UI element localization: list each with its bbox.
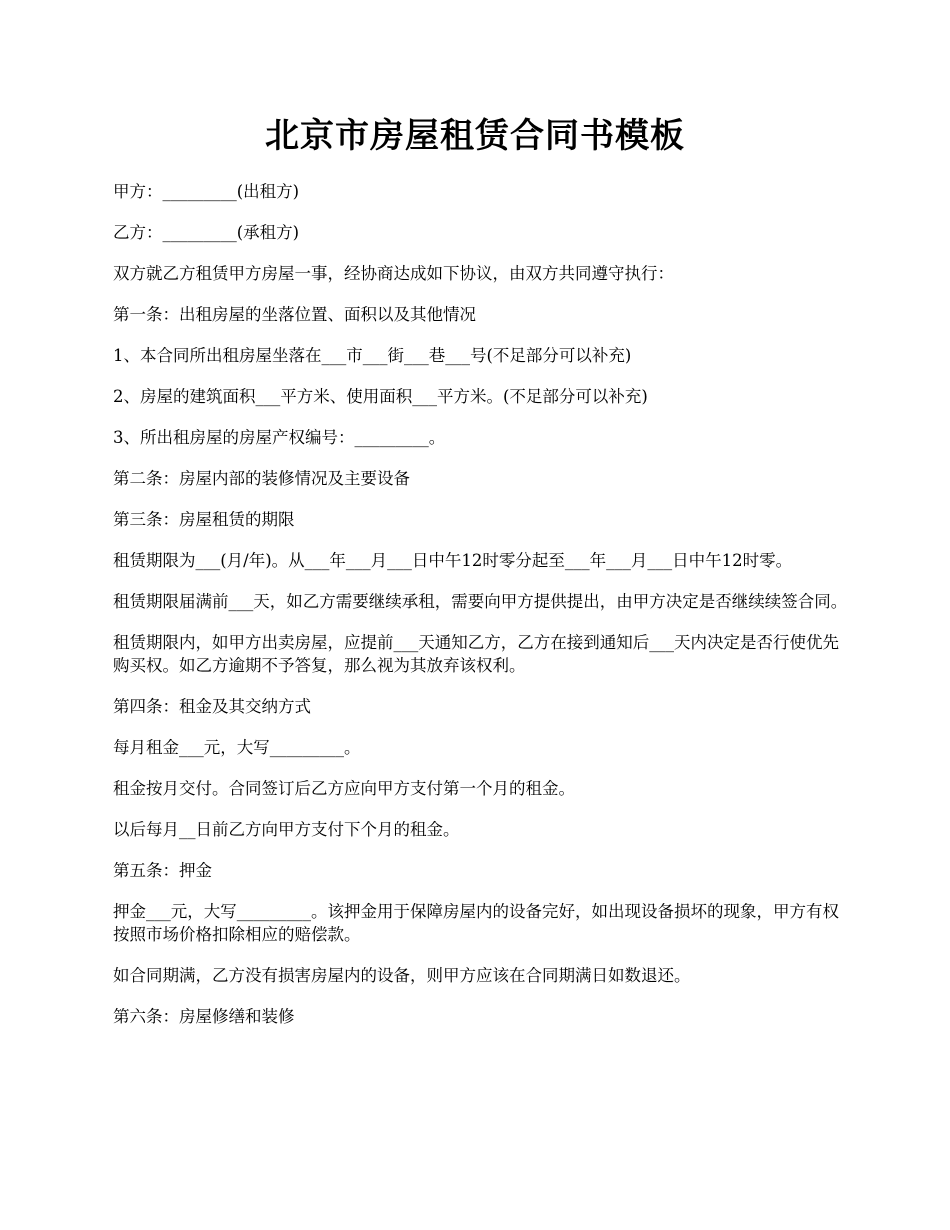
lease-term-clause: 租赁期限为___(月/年)。从___年___月___日中午12时零分起至___年___月___日中午12时零。 [113, 551, 793, 570]
article-4-heading: 第四条：租金及其交纳方式 [113, 697, 311, 716]
article-3-heading: 第三条：房屋租赁的期限 [113, 510, 295, 529]
article-1-item-3: 3、所出租房屋的房屋产权编号：_________。 [113, 428, 446, 447]
rent-schedule-clause: 以后每月__日前乙方向甲方支付下个月的租金。 [113, 820, 460, 839]
article-1-item-1: 1、本合同所出租房屋坐落在___市___街___巷___号(不足部分可以补充) [113, 346, 632, 365]
article-1-item-2: 2、房屋的建筑面积___平方米、使用面积___平方米。(不足部分可以补充) [113, 387, 648, 406]
deposit-refund-clause: 如合同期满，乙方没有损害房屋内的设备，则甲方应该在合同期满日如数退还。 [113, 966, 691, 985]
article-2-heading: 第二条：房屋内部的装修情况及主要设备 [113, 469, 410, 488]
document-body [113, 180, 855, 1046]
deposit-clause: 押金___元，大写_________。该押金用于保障房屋内的设备完好，如出现设备损坏的现象，甲方有权按照市场价格扣除相应的赔偿款。 [113, 902, 839, 944]
preemption-clause: 租赁期限内，如甲方出卖房屋，应提前___天通知乙方，乙方在接到通知后___天内决定是否行使优先购买权。如乙方逾期不予答复，那么视为其放弃该权利。 [113, 633, 839, 675]
article-5-heading: 第五条：押金 [113, 861, 212, 880]
article-6-heading: 第六条：房屋修缮和装修 [113, 1007, 295, 1026]
monthly-rent-clause: 每月租金___元，大写_________。 [113, 738, 361, 757]
party-a-line: 甲方：_________(出租方) [113, 182, 300, 201]
article-1-heading: 第一条：出租房屋的坐落位置、面积以及其他情况 [113, 305, 476, 324]
rent-payment-clause: 租金按月交付。合同签订后乙方应向甲方支付第一个月的租金。 [113, 779, 575, 798]
renewal-clause: 租赁期限届满前___天，如乙方需要继续承租，需要向甲方提供提出，由甲方决定是否继续续签合同。 [113, 592, 848, 611]
party-b-line: 乙方：_________(承租方) [113, 223, 300, 242]
agreement-intro: 双方就乙方租赁甲方房屋一事，经协商达成如下协议，由双方共同遵守执行： [113, 264, 674, 283]
document-title: 北京市房屋租赁合同书模板 [265, 116, 685, 156]
